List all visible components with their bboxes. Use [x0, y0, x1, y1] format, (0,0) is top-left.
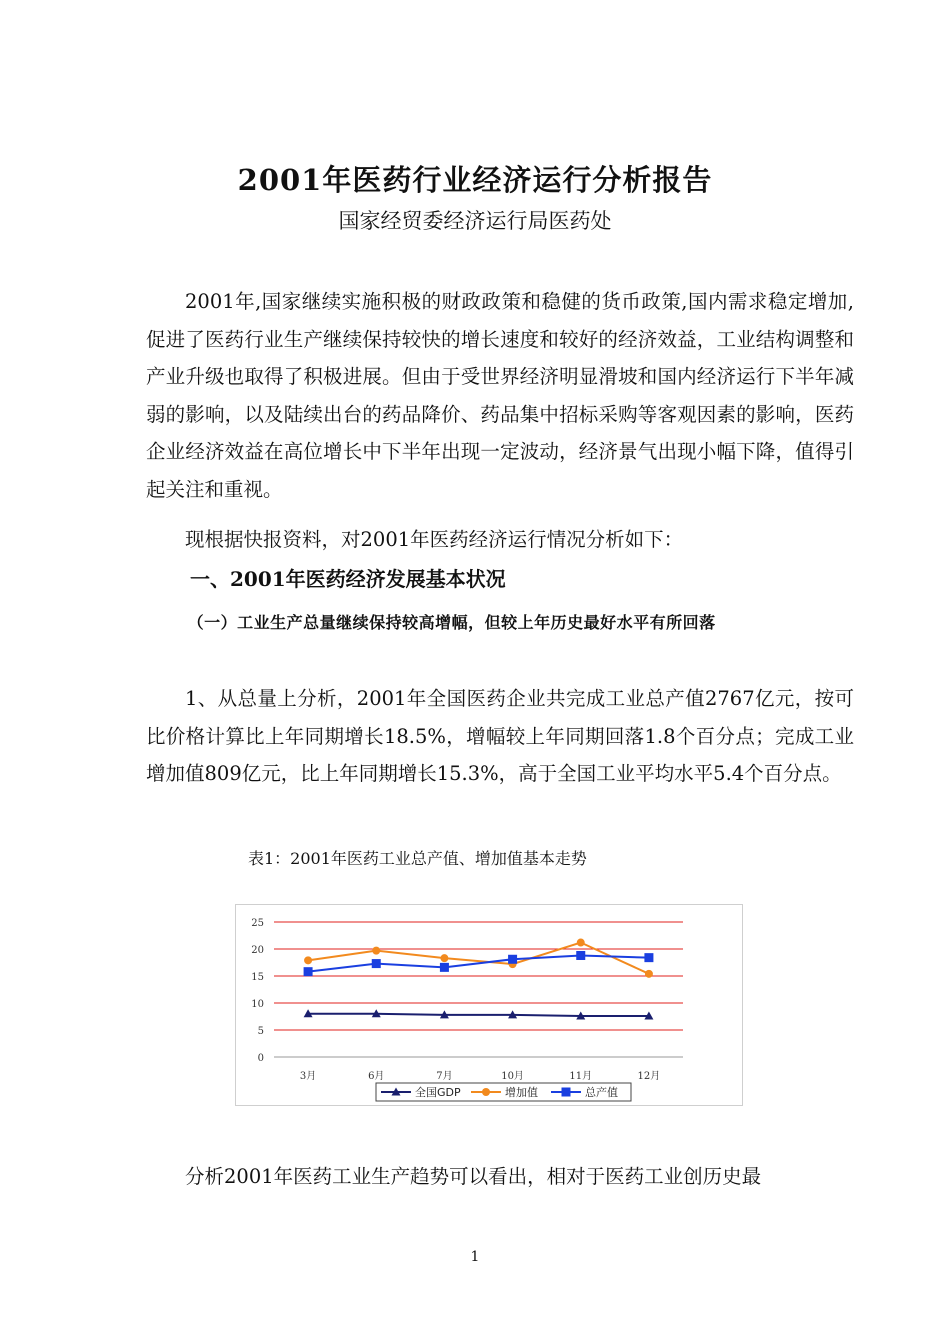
legend-label: 全国GDP: [415, 1086, 461, 1099]
data-point: [644, 953, 653, 962]
paragraph-total-output: 1、从总量上分析，2001年全国医药企业共完成工业总产值2767亿元，按可比价格计算比上年同期增长18.5%，增幅较上年同期回落1.8个百分点；完成工业增加值809亿元，比上年同期增长15.3%，高于全国工业平均水平5.4个百分点。: [146, 687, 854, 785]
data-point: [304, 956, 312, 964]
paragraph-trend: 分析2001年医药工业生产趋势可以看出，相对于医药工业创历史最: [185, 1165, 762, 1188]
section-heading: 一、2001年医药经济发展基本状况: [190, 567, 506, 591]
data-point: [577, 939, 585, 947]
data-point: [645, 970, 653, 978]
subsection-heading: （一）工业生产总量继续保持较高增幅，但较上年历史最好水平有所回落: [187, 613, 716, 632]
legend-label: 总产值: [585, 1086, 618, 1099]
y-tick-label: 15: [251, 972, 264, 983]
y-tick-label: 10: [251, 999, 264, 1010]
data-point: [372, 959, 381, 968]
y-tick-label: 0: [257, 1053, 264, 1064]
x-tick-label: 11月: [569, 1071, 593, 1082]
chart-caption: 表1：2001年医药工业总产值、增加值基本走势: [248, 849, 587, 868]
x-tick-label: 10月: [501, 1071, 524, 1082]
data-point: [440, 963, 449, 972]
series-line-1: [308, 943, 649, 974]
data-point: [508, 955, 517, 964]
legend-marker: [482, 1088, 490, 1096]
y-tick-label: 20: [251, 945, 264, 956]
paragraph-analysis-lead: 现根据快报资料，对2001年医药经济运行情况分析如下：: [185, 528, 684, 551]
paragraph-intro: 2001年,国家继续实施积极的财政政策和稳健的货币政策,国内需求稳定增加,促进了医药行业生产继续保持较快的增长速度和较好的经济效益，工业结构调整和产业升级也取得了积极进展。但由于受世界经济明显滑坡和国内经济运行下半年减弱的影响，以及陆续出台的药品降价、药品集中招标采购等客观因素的影响，医药企业经济效益在高位增长中下半年出现一定波动，经济景气出现小幅下降，值得引起关注和重视。: [146, 290, 854, 501]
data-point: [440, 954, 448, 962]
y-tick-label: 25: [251, 918, 264, 929]
x-tick-label: 3月: [299, 1071, 317, 1082]
x-tick-label: 12月: [637, 1071, 661, 1082]
y-tick-label: 5: [257, 1026, 264, 1037]
line-chart: [235, 904, 743, 1106]
legend-marker: [562, 1088, 571, 1097]
x-tick-label: 7月: [436, 1071, 453, 1082]
data-point: [304, 967, 313, 976]
legend-label: 增加值: [505, 1086, 538, 1099]
document-title: 2001年医药行业经济运行分析报告: [237, 163, 713, 197]
chart-canvas: [236, 905, 742, 1105]
data-point: [372, 947, 380, 955]
x-tick-label: 6月: [368, 1071, 385, 1082]
series-line-2: [308, 955, 649, 971]
data-point: [576, 951, 585, 960]
page-number: 1: [470, 1249, 480, 1265]
series-line-0: [308, 1014, 649, 1016]
document-subtitle: 国家经贸委经济运行局医药处: [338, 209, 612, 233]
